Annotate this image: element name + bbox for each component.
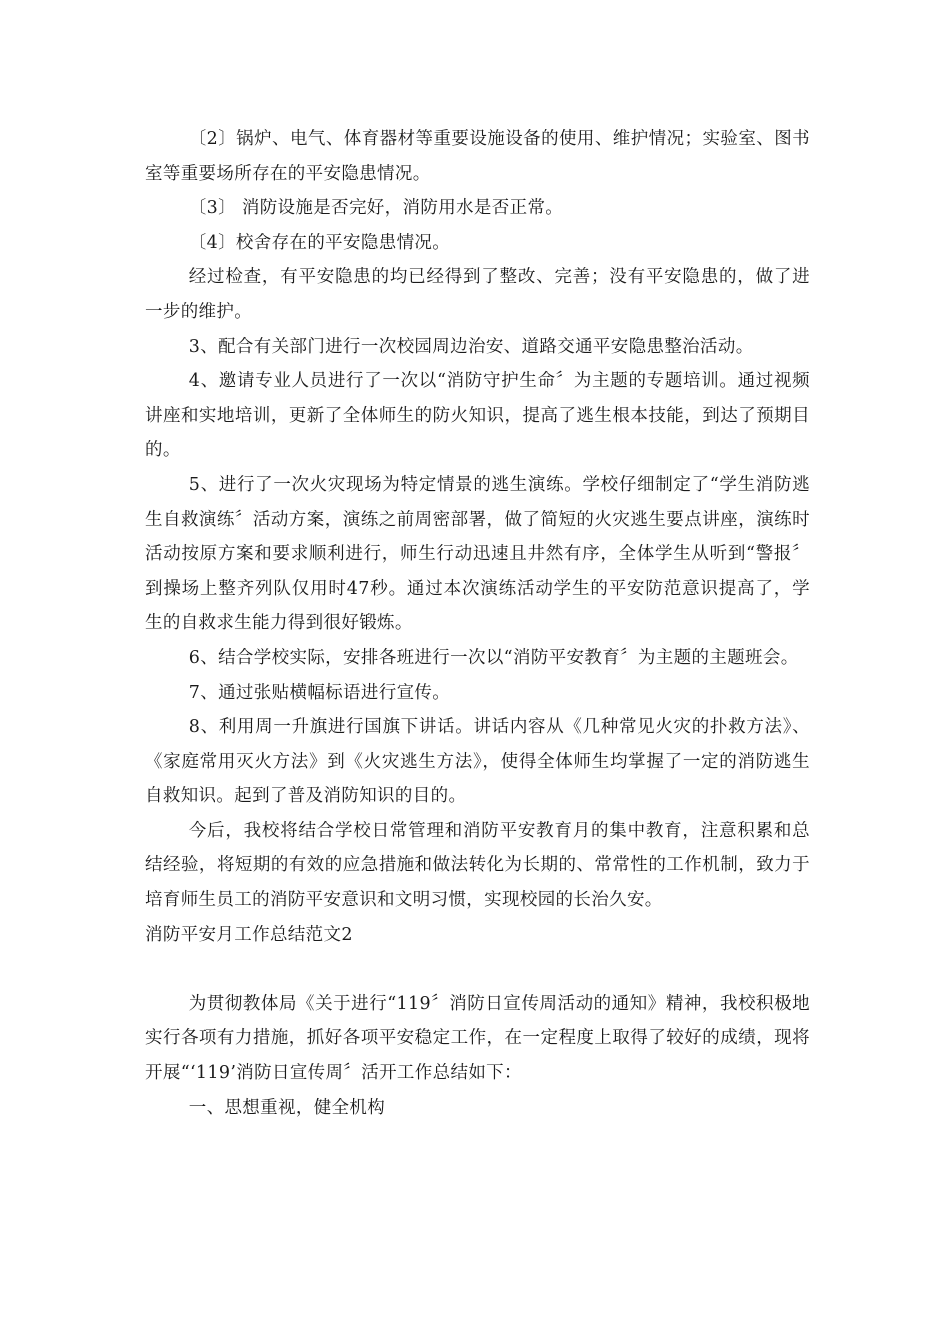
document-body — [145, 122, 810, 1125]
paragraph-point-7: 7、通过张贴横幅标语进行宣传。 — [188, 682, 451, 703]
paragraph-section2-intro: 为贯彻教体局《关于进行“119〞消防日宣传周活动的通知》精神，我校积极地实行各项有力措施，抓好各项平安稳定工作，在一定程度上取得了较好的成绩，现将开展“‘119’消防日宣传周〞活开工作总结如下： — [145, 993, 810, 1084]
paragraph-point-8: 8、利用周一升旗进行国旗下讲话。讲话内容从《几种常见火灾的扑救方法》、《家庭常用灭火方法》到《火灾逃生方法》，使得全体师生均掌握了一定的消防逃生自救知识。起到了普及消防知识的目的。 — [145, 717, 810, 807]
paragraph-point-5: 5、进行了一次火灾现场为特定情景的逃生演练。学校仔细制定了“学生消防逃生自救演练〞活动方案，演练之前周密部署，做了简短的火灾逃生要点讲座，演练时活动按原方案和要求顺利进行，师生行动迅速且井然有序，全体学生从听到“警报〞到操场上整齐列队仅用时47秒。通过本次演练活动学生的平安防范意识提高了，学生的自救求生能力得到很好锻炼。 — [145, 474, 810, 634]
paragraph-inspection-result: 经过检查，有平安隐患的均已经得到了整改、完善；没有平安隐患的，做了进一步的维护。 — [145, 267, 810, 322]
paragraph-item-4-school-buildings: 〔4〕校舍存在的平安隐患情况。 — [188, 232, 451, 253]
paragraph-point-6: 6、结合学校实际，安排各班进行一次以“消防平安教育〞为主题的主题班会。 — [188, 647, 799, 668]
paragraph-item-2-usage: 〔2〕锅炉、电气、体育器材等重要设施设备的使用、维护情况；实验室、图书室等重要场所存在的平安隐患情况。 — [145, 129, 810, 184]
paragraph-item-3-fire-facilities: 〔3〕 消防设施是否完好，消防用水是否正常。 — [188, 198, 564, 219]
paragraph-conclusion: 今后，我校将结合学校日常管理和消防平安教育月的集中教育，注意积累和总结经验，将短期的有效的应急措施和做法转化为长期的、常常性的工作机制，致力于培育师生员工的消防平安意识和文明习惯，实现校园的长治久安。 — [145, 820, 810, 911]
section-title: 消防平安月工作总结范文2 — [145, 924, 353, 945]
paragraph-point-3: 3、配合有关部门进行一次校园周边治安、道路交通平安隐患整治活动。 — [188, 336, 754, 357]
paragraph-point-4: 4、邀请专业人员进行了一次以“消防守护生命〞为主题的专题培训。通过视频讲座和实地培训，更新了全体师生的防火知识，提高了逃生根本技能，到达了预期目的。 — [145, 371, 810, 461]
paragraph-section2-heading-1: 一、思想重视，健全机构 — [188, 1097, 386, 1118]
